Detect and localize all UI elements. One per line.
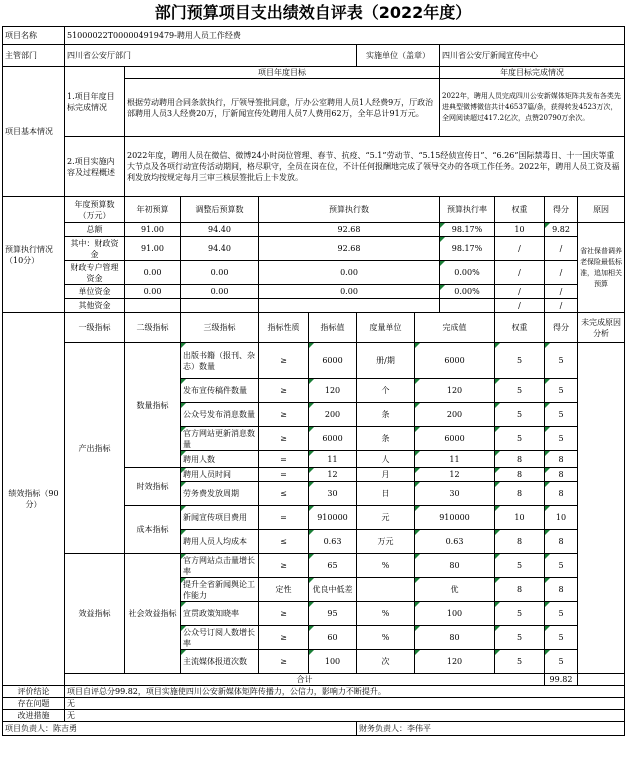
perf-score: 5 bbox=[545, 626, 578, 650]
perf-indicator-name: 劳务费发放周期 bbox=[181, 482, 259, 506]
budget-executed: 0.00 bbox=[259, 261, 440, 285]
perf-value: 30 bbox=[309, 482, 357, 506]
perf-indicator-name: 发布宣传稿件数量 bbox=[181, 379, 259, 403]
perf-nature: ≥ bbox=[259, 554, 309, 578]
perf-unit bbox=[357, 578, 415, 602]
perf-done: 910000 bbox=[415, 506, 495, 530]
budget-weight: / bbox=[495, 285, 545, 299]
budget-initial: 0.00 bbox=[125, 261, 181, 285]
perf-score: 5 bbox=[545, 427, 578, 451]
perf-indicator-name: 主流媒体报道次数 bbox=[181, 650, 259, 674]
perf-done: 11 bbox=[415, 451, 495, 468]
department-value: 四川省公安厅部门 bbox=[65, 45, 357, 67]
problems-label: 存在问题 bbox=[3, 698, 65, 710]
perf-nature: ≥ bbox=[259, 379, 309, 403]
budget-exec-label: 预算执行情况（10分） bbox=[3, 197, 65, 313]
perf-weight: 5 bbox=[495, 626, 545, 650]
perf-weight: 5 bbox=[495, 602, 545, 626]
perf-nature: ≤ bbox=[259, 530, 309, 554]
perf-done: 12 bbox=[415, 468, 495, 482]
perf-value: 910000 bbox=[309, 506, 357, 530]
perf-unit: 条 bbox=[357, 427, 415, 451]
perf-header: 完成值 bbox=[415, 313, 495, 343]
perf-indicator-name: 聘用人数 bbox=[181, 451, 259, 468]
perf-done: 0.63 bbox=[415, 530, 495, 554]
perf-done: 120 bbox=[415, 379, 495, 403]
perf-nature: = bbox=[259, 451, 309, 468]
perf-done: 80 bbox=[415, 626, 495, 650]
perf-score: 8 bbox=[545, 468, 578, 482]
perf-unit: 元 bbox=[357, 506, 415, 530]
perf-value: 60 bbox=[309, 626, 357, 650]
perf-cost-label: 成本指标 bbox=[125, 506, 181, 554]
perf-unit: 条 bbox=[357, 403, 415, 427]
perf-score: 5 bbox=[545, 554, 578, 578]
basic-info-label: 项目基本情况 bbox=[3, 67, 65, 197]
perf-benefit-label: 效益指标 bbox=[65, 554, 125, 674]
target-result-text: 2022年，聘用人员完成四川公安新媒体矩阵共发布各类先进典型微博微信共计46537篇/条，获得转发4523万次，全网阅读超过417.2亿次，点赞20790万余次。 bbox=[440, 79, 625, 137]
conclusion-label: 评价结论 bbox=[3, 686, 65, 698]
budget-header: 得分 bbox=[545, 197, 578, 223]
budget-row-name: 其他资金 bbox=[65, 299, 125, 313]
budget-header: 权重 bbox=[495, 197, 545, 223]
total-empty bbox=[578, 674, 625, 686]
perf-nature: ≤ bbox=[259, 482, 309, 506]
perf-value: 200 bbox=[309, 403, 357, 427]
perf-score: 10 bbox=[545, 506, 578, 530]
budget-rate: 98.17% bbox=[440, 223, 495, 237]
budget-row-name: 总额 bbox=[65, 223, 125, 237]
perf-nature: ≥ bbox=[259, 427, 309, 451]
page-title: 部门预算项目支出绩效自评表（2022年度） bbox=[154, 3, 472, 22]
improve-text: 无 bbox=[65, 710, 625, 722]
budget-header: 年度预算数（万元） bbox=[65, 197, 125, 223]
perf-time-label: 时效指标 bbox=[125, 468, 181, 506]
perf-indicator-name: 公众号订阅人数增长率 bbox=[181, 626, 259, 650]
budget-header: 预算执行率 bbox=[440, 197, 495, 223]
budget-rate: 98.17% bbox=[440, 237, 495, 261]
impl-overview-label: 2.项目实施内容及过程概述 bbox=[65, 137, 125, 197]
budget-weight: / bbox=[495, 299, 545, 313]
perf-done: 120 bbox=[415, 650, 495, 674]
budget-rate bbox=[440, 299, 495, 313]
perf-social-label: 社会效益指标 bbox=[125, 554, 181, 674]
budget-header: 年初预算 bbox=[125, 197, 181, 223]
perf-unit: 人 bbox=[357, 451, 415, 468]
perf-header: 一级指标 bbox=[65, 313, 125, 343]
perf-done: 6000 bbox=[415, 343, 495, 379]
perf-header: 度量单位 bbox=[357, 313, 415, 343]
perf-output-label: 产出指标 bbox=[65, 343, 125, 554]
budget-executed: 92.68 bbox=[259, 237, 440, 261]
budget-score: 9.82 bbox=[545, 223, 578, 237]
perf-header: 指标性质 bbox=[259, 313, 309, 343]
perf-indicator-name: 出版书籍（报刊、杂志）数量 bbox=[181, 343, 259, 379]
budget-initial: 91.00 bbox=[125, 223, 181, 237]
budget-initial: 0.00 bbox=[125, 285, 181, 299]
project-name-value: 51000022T000004919479-聘用人员工作经费 bbox=[65, 27, 625, 45]
perf-unit: % bbox=[357, 626, 415, 650]
budget-initial: 91.00 bbox=[125, 237, 181, 261]
perf-done: 100 bbox=[415, 602, 495, 626]
perf-weight: 8 bbox=[495, 482, 545, 506]
perf-header: 三级指标 bbox=[181, 313, 259, 343]
perf-nature: 定性 bbox=[259, 578, 309, 602]
perf-nature: ≥ bbox=[259, 650, 309, 674]
budget-adjusted: 0.00 bbox=[181, 285, 259, 299]
perf-score: 5 bbox=[545, 343, 578, 379]
budget-executed: 92.68 bbox=[259, 223, 440, 237]
perf-done: 6000 bbox=[415, 427, 495, 451]
perf-nature: ≥ bbox=[259, 602, 309, 626]
perf-score: 5 bbox=[545, 403, 578, 427]
perf-weight: 5 bbox=[495, 554, 545, 578]
year-target-text: 根据劳动聘用合同条款执行，厅领导签批同意，厅办公室聘用人员1人经费9万，厅政治部聘用人员3人经费20万，厅新闻宣传处聘用人员7人费用62万，全年总计91万元。 bbox=[125, 79, 440, 137]
perf-indicator-name: 聘用人员时间 bbox=[181, 468, 259, 482]
perf-indicator-name: 官方网站点击量增长率 bbox=[181, 554, 259, 578]
budget-adjusted bbox=[181, 299, 259, 313]
perf-indicator-name: 公众号发布消息数量 bbox=[181, 403, 259, 427]
perf-done: 30 bbox=[415, 482, 495, 506]
finance-leader: 财务负责人：李伟平 bbox=[357, 722, 625, 736]
perf-nature: ≥ bbox=[259, 626, 309, 650]
perf-nature: ≥ bbox=[259, 403, 309, 427]
perf-score: 8 bbox=[545, 578, 578, 602]
budget-weight: / bbox=[495, 237, 545, 261]
perf-value: 120 bbox=[309, 379, 357, 403]
perf-score: 8 bbox=[545, 451, 578, 468]
perf-weight: 5 bbox=[495, 343, 545, 379]
budget-executed: 0.00 bbox=[259, 285, 440, 299]
perf-weight: 5 bbox=[495, 403, 545, 427]
budget-adjusted: 94.40 bbox=[181, 237, 259, 261]
perf-indicator-name: 聘用人员人均成本 bbox=[181, 530, 259, 554]
perf-nature: ≥ bbox=[259, 343, 309, 379]
budget-header: 预算执行数 bbox=[259, 197, 440, 223]
budget-row-name: 其中：财政资金 bbox=[65, 237, 125, 261]
perf-done: 优 bbox=[415, 578, 495, 602]
perf-score: 5 bbox=[545, 602, 578, 626]
perf-value: 11 bbox=[309, 451, 357, 468]
perf-weight: 8 bbox=[495, 468, 545, 482]
budget-initial bbox=[125, 299, 181, 313]
perf-weight: 5 bbox=[495, 427, 545, 451]
perf-nature: = bbox=[259, 468, 309, 482]
perf-weight: 8 bbox=[495, 578, 545, 602]
perf-header: 权重 bbox=[495, 313, 545, 343]
perf-unit: 次 bbox=[357, 650, 415, 674]
perf-label: 绩效指标（90分） bbox=[3, 313, 65, 686]
budget-executed bbox=[259, 299, 440, 313]
budget-adjusted: 0.00 bbox=[181, 261, 259, 285]
perf-unit: % bbox=[357, 554, 415, 578]
perf-value: 95 bbox=[309, 602, 357, 626]
perf-weight: 8 bbox=[495, 451, 545, 468]
budget-row-name: 财政专户管理资金 bbox=[65, 261, 125, 285]
perf-header: 未完成原因分析 bbox=[578, 313, 625, 343]
project-leader: 项目负责人：陈吉勇 bbox=[3, 722, 357, 736]
total-label: 合计 bbox=[65, 674, 545, 686]
perf-header: 二级指标 bbox=[125, 313, 181, 343]
perf-indicator-name: 提升全省新闻舆论工作能力 bbox=[181, 578, 259, 602]
perf-score: 8 bbox=[545, 530, 578, 554]
budget-score: / bbox=[545, 299, 578, 313]
perf-unit: % bbox=[357, 602, 415, 626]
perf-score: 5 bbox=[545, 650, 578, 674]
perf-value: 65 bbox=[309, 554, 357, 578]
perf-unit: 万元 bbox=[357, 530, 415, 554]
year-target-header: 项目年度目标 bbox=[125, 67, 440, 79]
budget-header: 调整后预算数 bbox=[181, 197, 259, 223]
perf-unit: 月 bbox=[357, 468, 415, 482]
perf-score: 8 bbox=[545, 482, 578, 506]
budget-weight: 10 bbox=[495, 223, 545, 237]
total-score: 99.82 bbox=[545, 674, 578, 686]
perf-weight: 5 bbox=[495, 379, 545, 403]
perf-indicator-name: 宣贯政策知晓率 bbox=[181, 602, 259, 626]
target-done-label: 1.项目年度目标完成情况 bbox=[65, 67, 125, 137]
impl-unit-value: 四川省公安厅新闻宣传中心 bbox=[440, 45, 625, 67]
perf-indicator-name: 官方网站更新消息数量 bbox=[181, 427, 259, 451]
impl-unit-label: 实施单位（盖章） bbox=[357, 45, 440, 67]
perf-unit: 个 bbox=[357, 379, 415, 403]
improve-label: 改进措施 bbox=[3, 710, 65, 722]
budget-header: 原因 bbox=[578, 197, 625, 223]
budget-score: / bbox=[545, 261, 578, 285]
perf-unit: 册/期 bbox=[357, 343, 415, 379]
perf-value: 100 bbox=[309, 650, 357, 674]
perf-value: 0.63 bbox=[309, 530, 357, 554]
budget-reason: 省社保普调养老保险最低标准，追加相关预算 bbox=[578, 223, 625, 313]
budget-score: / bbox=[545, 285, 578, 299]
perf-header: 指标值 bbox=[309, 313, 357, 343]
budget-score: / bbox=[545, 237, 578, 261]
budget-row-name: 单位资金 bbox=[65, 285, 125, 299]
perf-nature: = bbox=[259, 506, 309, 530]
impl-overview-text: 2022年度，聘用人员在微信、微博24小时岗位管理、春节、抗疫、“5.1”劳动节、“5.15经侦宣传日”、“6.26”国际禁毒日、十一国庆等重大节点及各项行动宣传活动期间，格尽职守，全员在岗在位，不计任何报酬地完成了领导交办的各项工作任务。2022年，聘用人员工资及福利发放均按规定每月三审三核层签批后上卡发放。 bbox=[125, 137, 625, 197]
evaluation-table bbox=[2, 26, 625, 736]
perf-value: 6000 bbox=[309, 343, 357, 379]
perf-done: 80 bbox=[415, 554, 495, 578]
perf-indicator-name: 新闻宣传项目费用 bbox=[181, 506, 259, 530]
perf-value: 6000 bbox=[309, 427, 357, 451]
conclusion-text: 项目自评总分99.82，项目实施使四川公安新媒体矩阵传播力，公信力，影响力不断提升。 bbox=[65, 686, 625, 698]
perf-value: 12 bbox=[309, 468, 357, 482]
department-label: 主管部门 bbox=[3, 45, 65, 67]
perf-quantity-label: 数量指标 bbox=[125, 343, 181, 468]
perf-header: 得分 bbox=[545, 313, 578, 343]
budget-weight: / bbox=[495, 261, 545, 285]
perf-weight: 8 bbox=[495, 530, 545, 554]
perf-done: 200 bbox=[415, 403, 495, 427]
problems-text: 无 bbox=[65, 698, 625, 710]
perf-weight: 5 bbox=[495, 650, 545, 674]
budget-adjusted: 94.40 bbox=[181, 223, 259, 237]
target-result-header: 年度目标完成情况 bbox=[440, 67, 625, 79]
perf-score: 5 bbox=[545, 379, 578, 403]
budget-rate: 0.00% bbox=[440, 261, 495, 285]
perf-weight: 10 bbox=[495, 506, 545, 530]
perf-value: 优良中低差 bbox=[309, 578, 357, 602]
perf-unit: 日 bbox=[357, 482, 415, 506]
perf-reason bbox=[578, 343, 625, 674]
budget-rate: 0.00% bbox=[440, 285, 495, 299]
project-name-label: 项目名称 bbox=[3, 27, 65, 45]
